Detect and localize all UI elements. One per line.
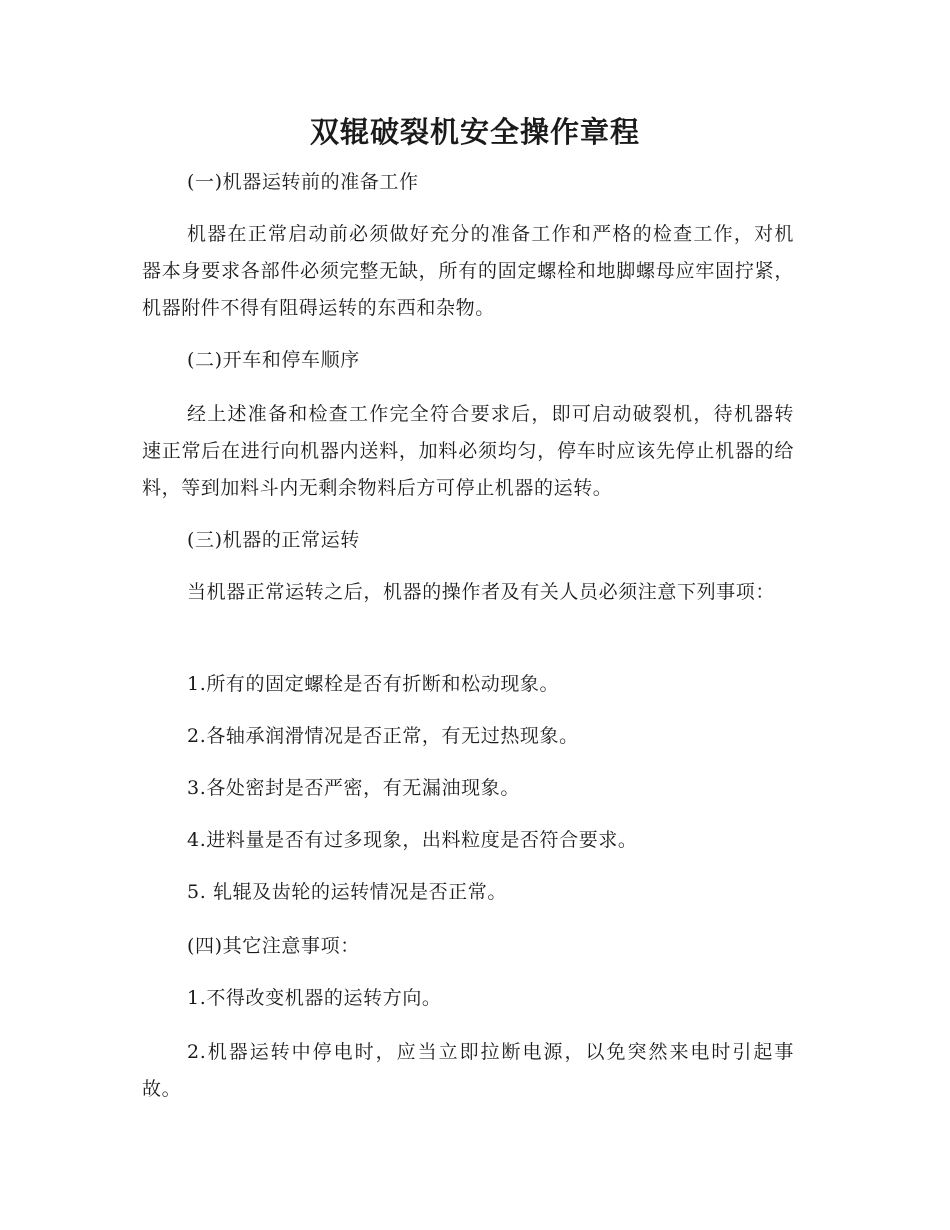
list-item-2: 2.各轴承润滑情况是否正常，有无过热现象。 xyxy=(187,725,579,747)
list-item-3: 3.各处密封是否严密，有无漏油现象。 xyxy=(187,777,520,799)
paragraph-normal-operation: 当机器正常运转之后，机器的操作者及有关人员必须注意下列事项： xyxy=(187,581,776,603)
paragraph-preparation: 机器在正常启动前必须做好充分的准备工作和严格的检查工作，对机器本身要求各部件必须完整无缺，所有的固定螺栓和地脚螺母应牢固拧紧，机器附件不得有阻碍运转的东西和杂物。 xyxy=(142,223,794,319)
section-heading-4: (四)其它注意事项： xyxy=(187,935,360,957)
section-heading-2: (二)开车和停车顺序 xyxy=(187,349,360,371)
section-heading-1: (一)机器运转前的准备工作 xyxy=(187,171,419,193)
section-heading-3: (三)机器的正常运转 xyxy=(187,529,360,551)
paragraph-start-stop: 经上述准备和检查工作完全符合要求后，即可启动破裂机，待机器转速正常后在进行向机器内送料，加料必须均匀，停车时应该先停止机器的给料，等到加料斗内无剩余物料后方可停止机器的运转。 xyxy=(142,403,794,499)
other-item-1: 1.不得改变机器的运转方向。 xyxy=(187,987,442,1009)
list-item-5: 5. 轧辊及齿轮的运转情况是否正常。 xyxy=(187,881,507,903)
document-title: 双辊破裂机安全操作章程 xyxy=(309,115,640,149)
list-item-1: 1.所有的固定螺栓是否有折断和松动现象。 xyxy=(187,673,560,695)
list-item-4: 4.进料量是否有过多现象，出料粒度是否符合要求。 xyxy=(187,829,638,851)
other-item-2: 2.机器运转中停电时，应当立即拉断电源，以免突然来电时引起事故。 xyxy=(142,1041,794,1100)
